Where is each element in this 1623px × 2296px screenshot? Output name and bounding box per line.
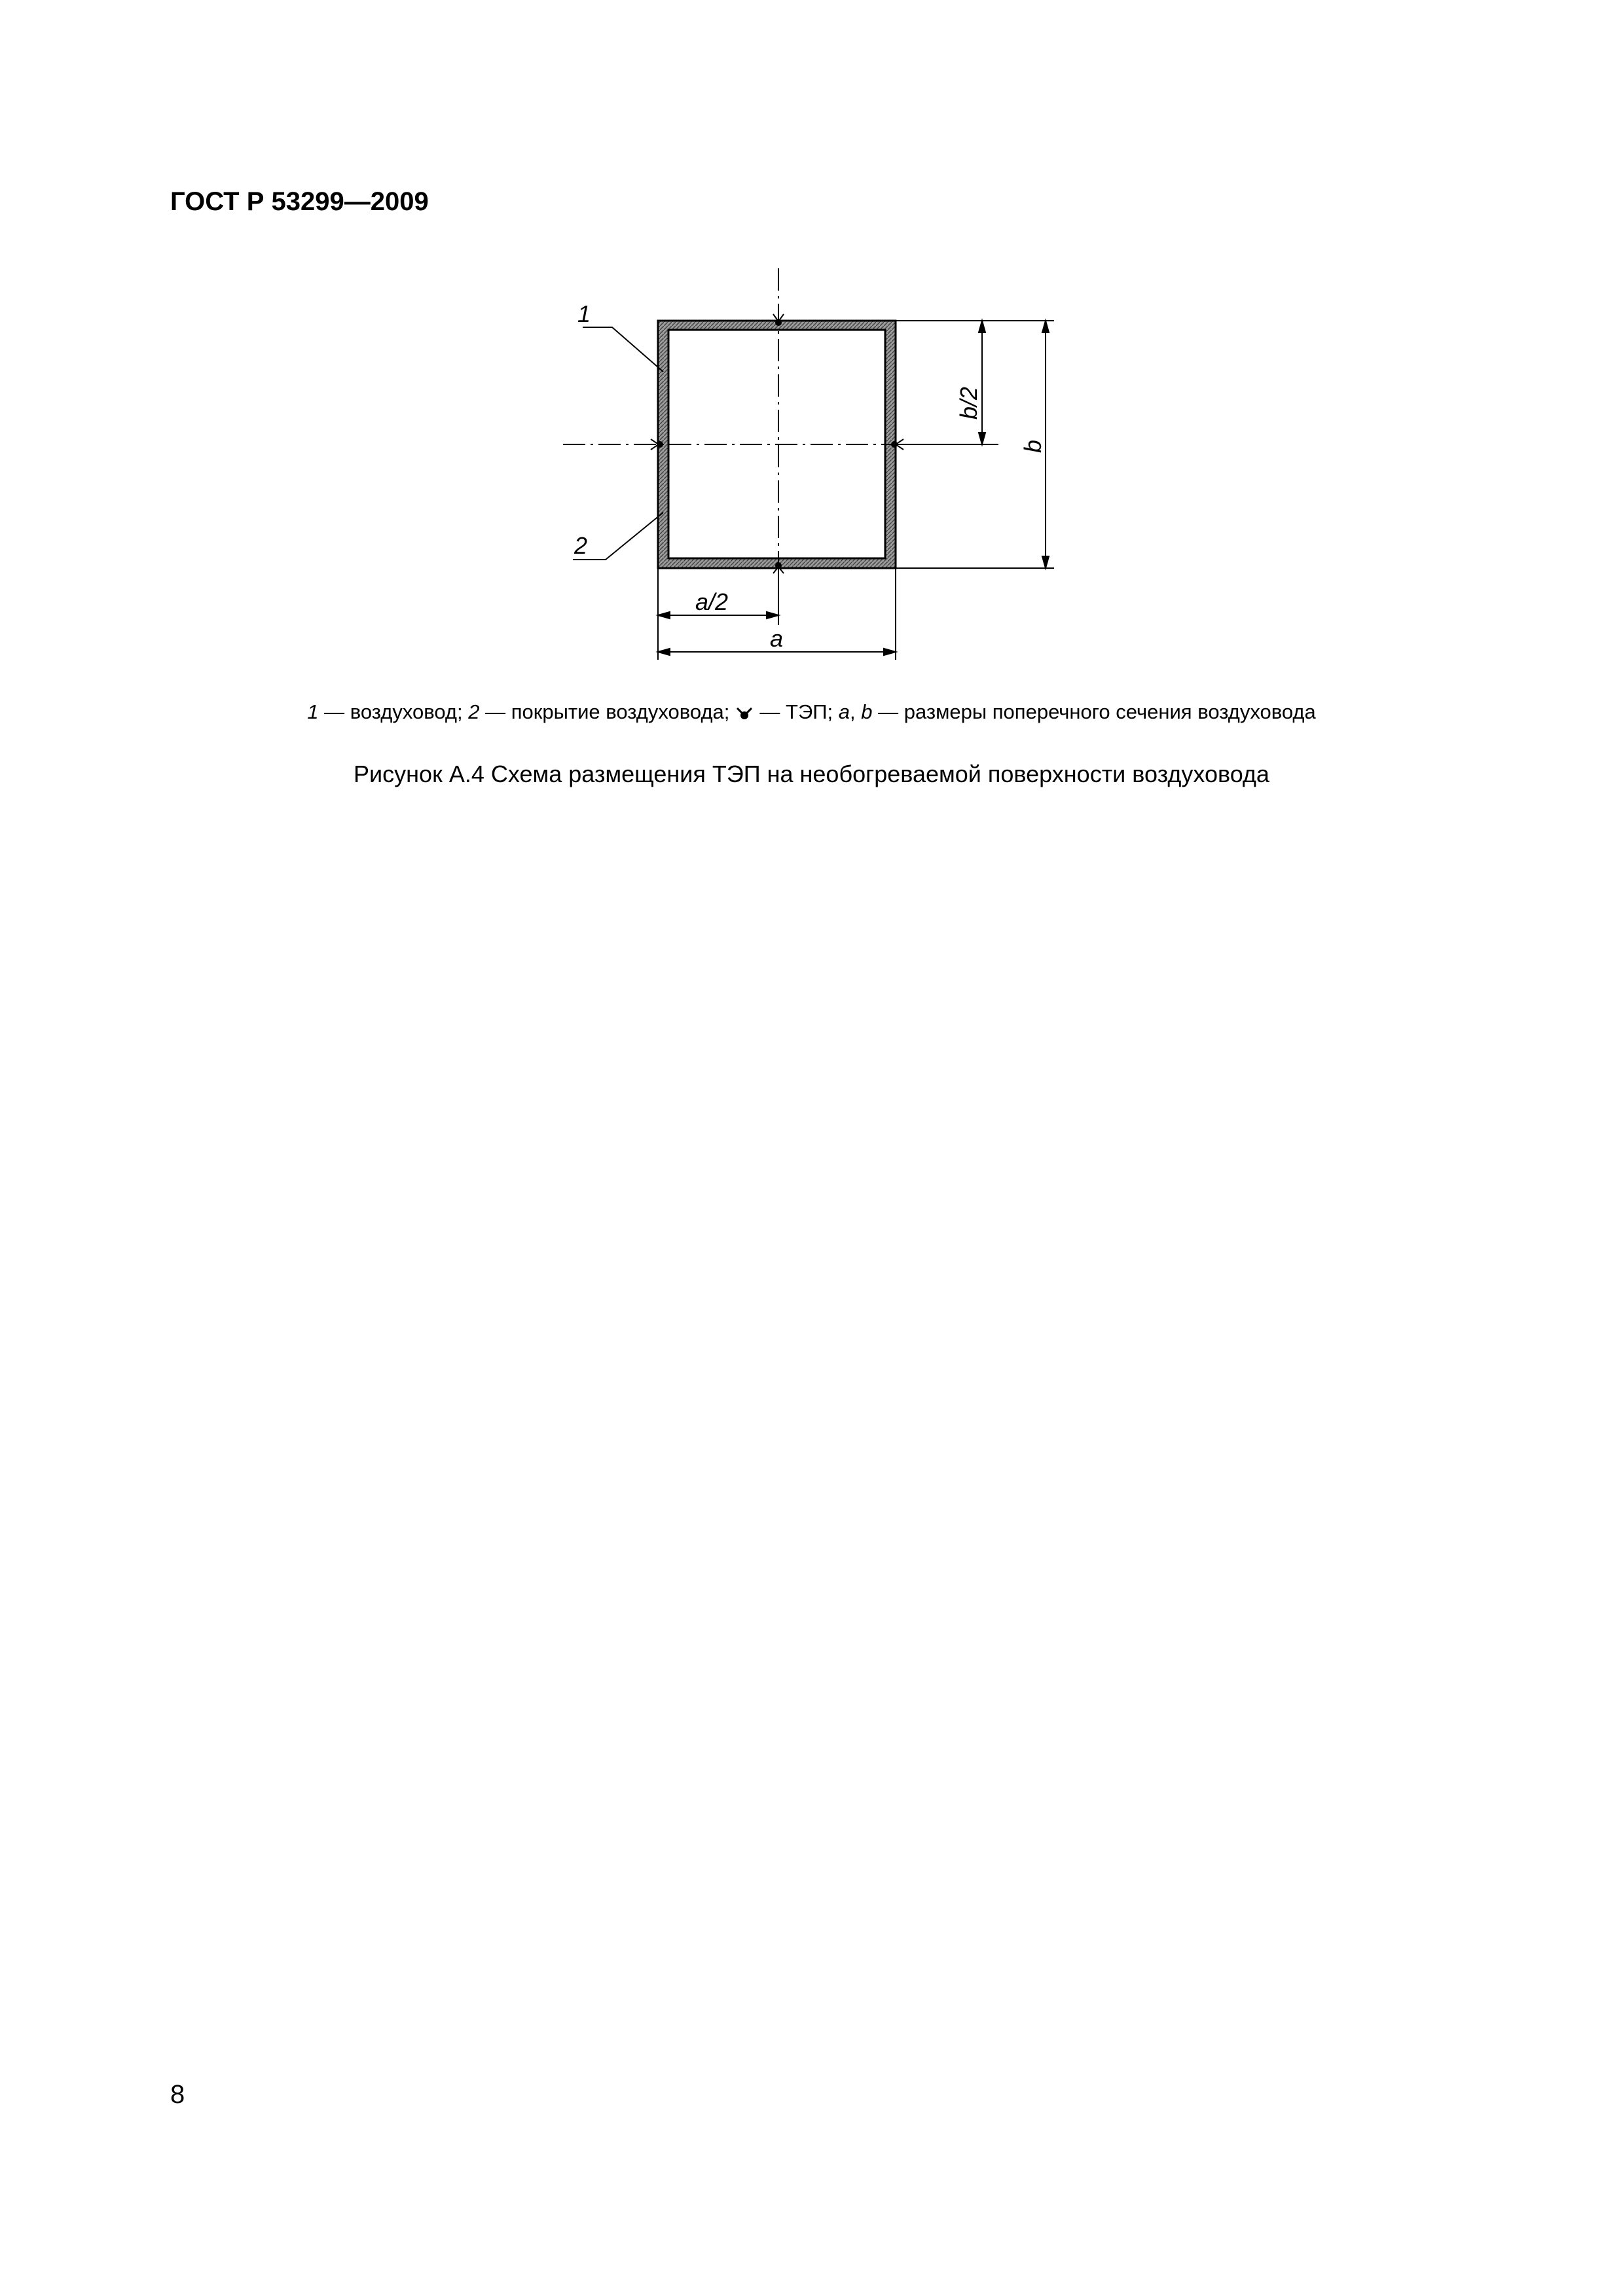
leader-lines	[573, 327, 663, 560]
legend-text-2: — покрытие воздуховода;	[485, 700, 730, 723]
label-1: 1	[577, 300, 591, 327]
dim-b-label: b	[1019, 439, 1046, 454]
dim-a-half-label: a/2	[695, 588, 729, 615]
label-2: 2	[574, 532, 588, 559]
duct-cross-section-diagram	[0, 0, 1623, 681]
legend-num-1: 1	[307, 700, 319, 723]
figure-legend	[0, 700, 1623, 724]
legend-b: b	[861, 700, 873, 723]
legend-text-4: — размеры поперечного сечения воздуховода	[878, 700, 1316, 723]
legend-text-3: — ТЭП;	[759, 700, 833, 723]
page-number: 8	[170, 2080, 185, 2109]
legend-num-2: 2	[468, 700, 480, 723]
dim-a-label: a	[769, 625, 784, 652]
legend-a: a	[838, 700, 850, 723]
document-header: ГОСТ Р 53299—2009	[170, 187, 429, 216]
figure-caption: Рисунок А.4 Схема размещения ТЭП на необогреваемой поверхности воздуховода	[354, 761, 1269, 787]
legend-sep: ,	[850, 700, 856, 723]
sensor-symbol-icon	[733, 704, 756, 723]
dim-b-half-label: b/2	[955, 386, 982, 420]
legend-text-1: — воздуховод;	[324, 700, 463, 723]
